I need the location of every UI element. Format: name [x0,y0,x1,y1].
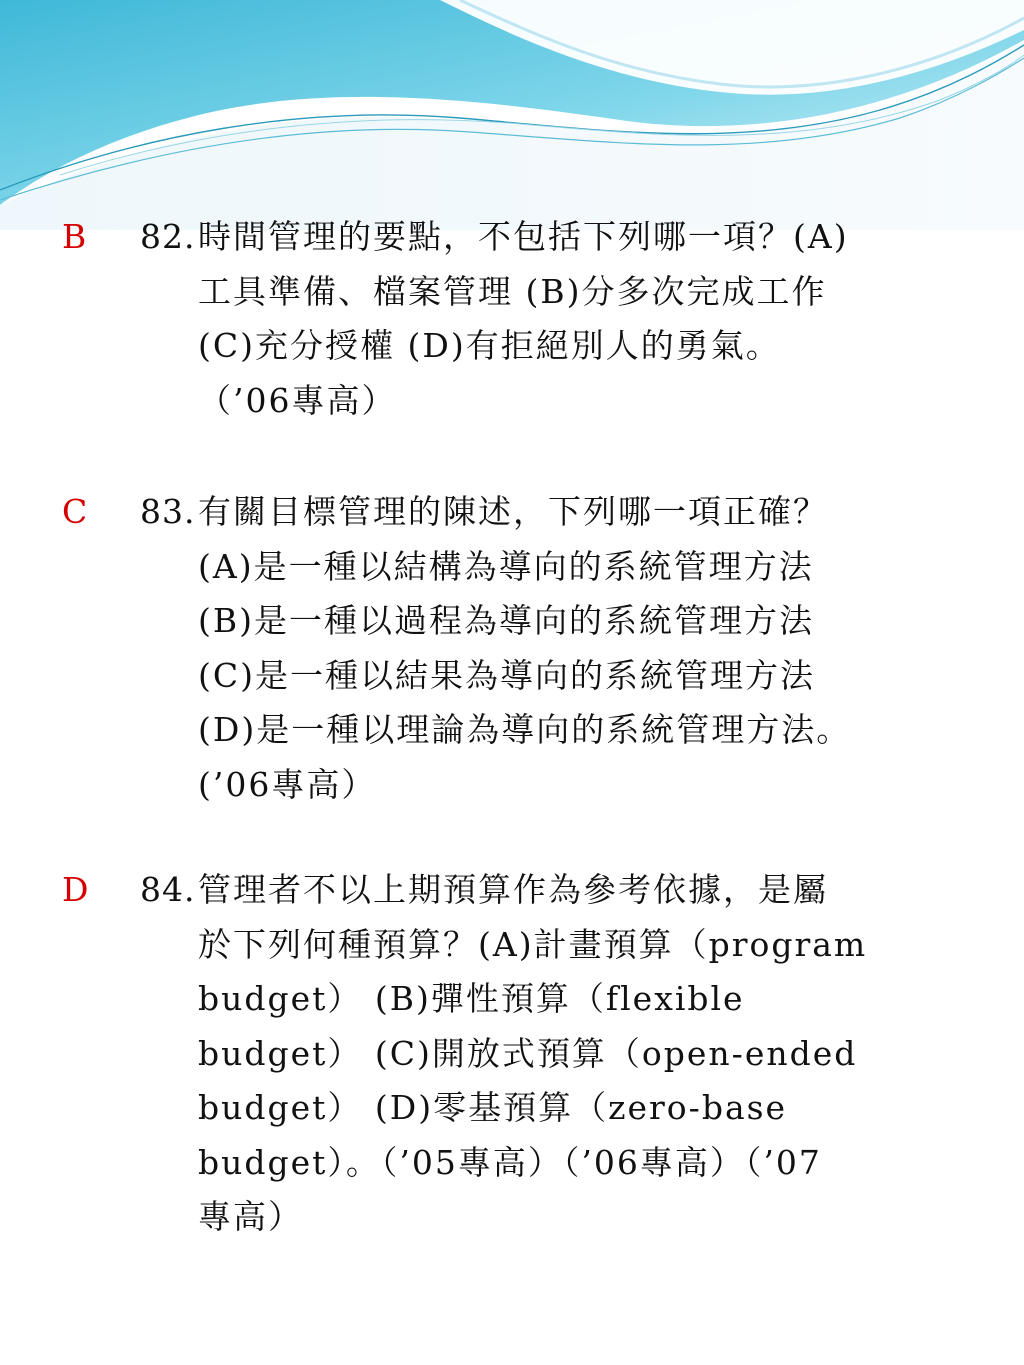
answer-letter: B [62,217,87,256]
answer-letter: D [62,870,89,909]
question-line: budget）。（’05專高）（’06專高）（’07 [198,1142,822,1182]
question-line: (C)充分授權 (D)有拒絕別人的勇氣。 [198,326,781,365]
question-line: budget） (C)開放式預算（open-ended [198,1033,858,1073]
question-line: budget） (B)彈性預算（flexible [198,979,745,1018]
question-line: 管理者不以上期預算作為參考依據，是屬 [198,870,828,909]
question-line: (B)是一種以過程為導向的系統管理方法 [198,601,814,640]
question-number: 82. [140,217,196,256]
question-text [198,210,908,428]
question-text [198,485,908,812]
wave-header-decoration [0,0,1024,230]
question-number: 83. [140,492,196,531]
question-line: (A)是一種以結構為導向的系統管理方法 [198,546,814,586]
question-text [198,863,908,1245]
question-line: 於下列何種預算？(A)計畫預算（program [198,924,868,964]
question-line: 工具準備、檔案管理 (B)分多次完成工作 [198,271,827,311]
question-line: (C)是一種以結果為導向的系統管理方法 [198,655,815,695]
question-line: 專高） [198,1197,303,1236]
question-line: (D)是一種以理論為導向的系統管理方法。 [198,710,852,749]
answer-letter: C [62,492,88,531]
question-number: 84. [140,870,196,909]
question-line: （’06專高） [198,380,397,420]
question-line: 時間管理的要點，不包括下列哪一項？(A) [198,217,849,256]
question-line: budget） (D)零基預算（zero-base [198,1088,788,1127]
question-line: (’06專高） [198,764,377,804]
question-line: 有關目標管理的陳述，下列哪一項正確？ [198,492,828,531]
